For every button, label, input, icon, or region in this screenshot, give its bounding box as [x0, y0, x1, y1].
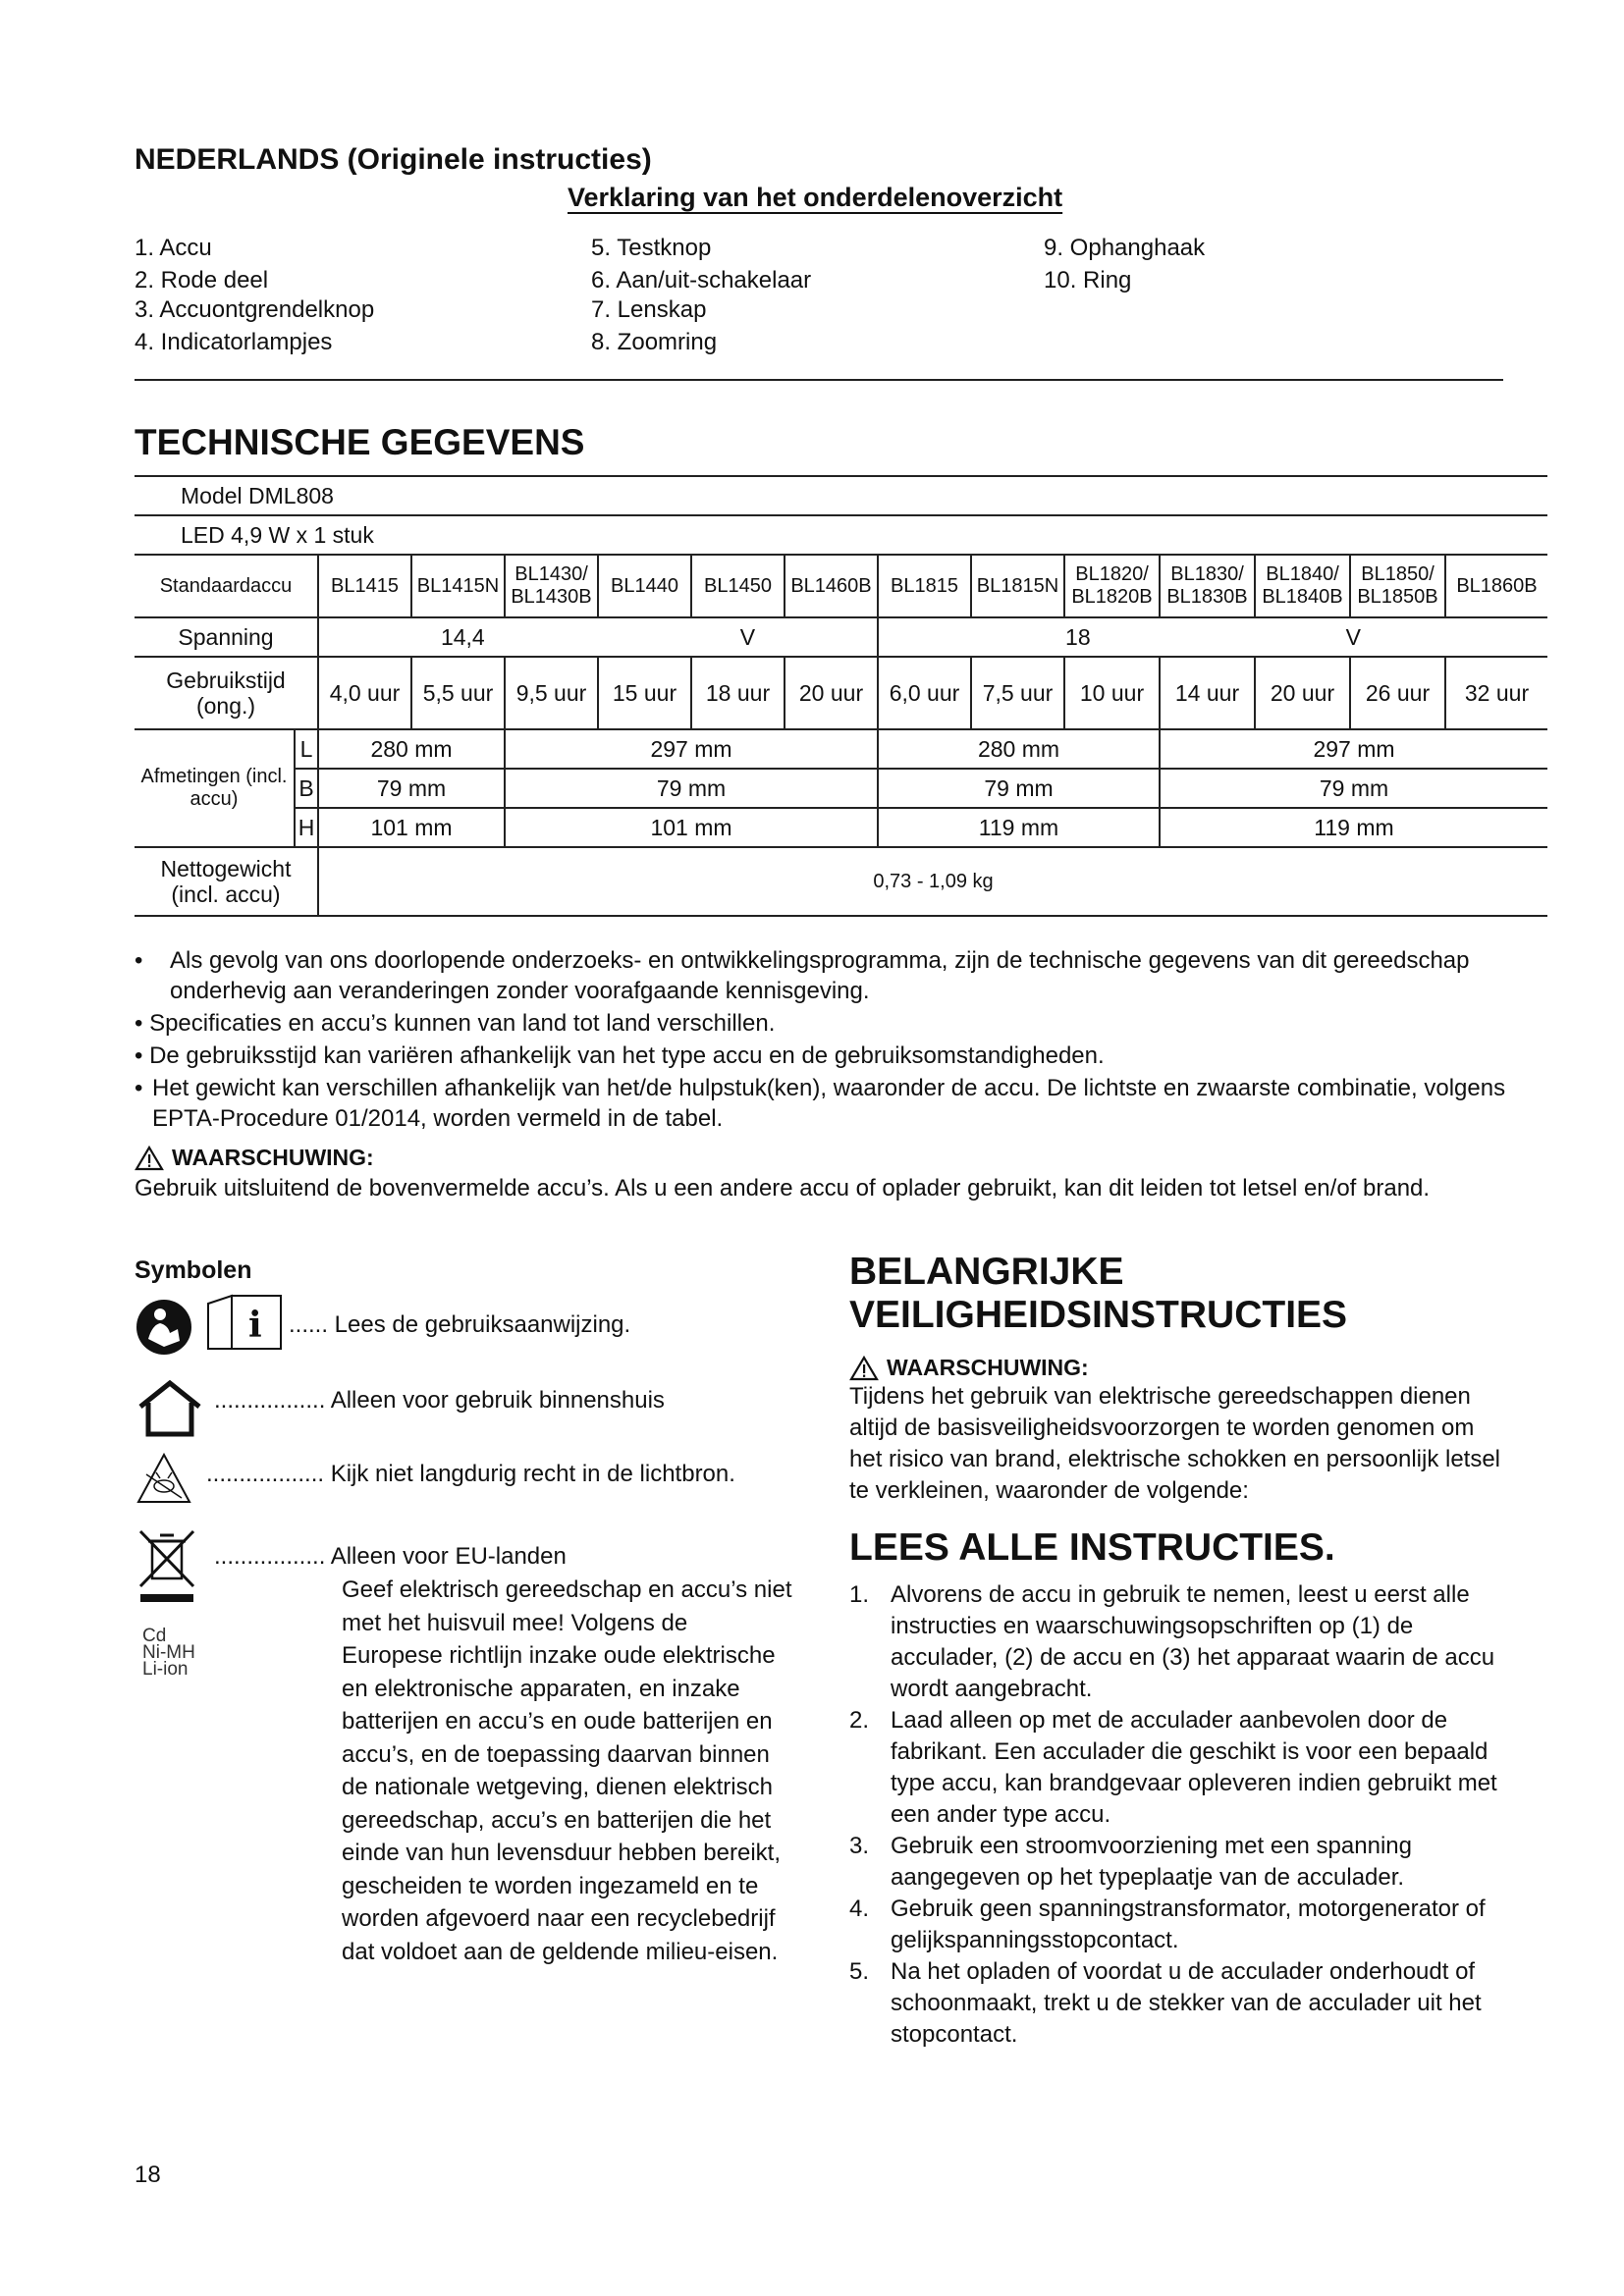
- voltage-label: Spanning: [135, 617, 318, 657]
- battery-model: BL1450: [691, 555, 785, 617]
- dim-value: 119 mm: [878, 808, 1160, 847]
- read-manual-mandatory-icon: [135, 1298, 193, 1357]
- dim-key-L: L: [295, 729, 318, 769]
- note-item: • Het gewicht kan verschillen afhankelijk van het/de hulpstuk(ken), waaronder de accu. De lichtste en zwaarste combinatie, volgens EPTA-Procedure 01/2014, worden vermeld in de tabel.: [135, 1075, 1506, 1132]
- safety-warning-title: WAARSCHUWING:: [849, 1355, 1507, 1381]
- dim-value: 280 mm: [318, 729, 505, 769]
- battery-model: BL1815: [878, 555, 971, 617]
- warning-text: Gebruik uitsluitend de bovenvermelde accu’s. Als u een andere accu of oplader gebruikt, kan dit leiden tot letsel en/of brand.: [135, 1175, 1431, 1201]
- dim-key-B: B: [295, 769, 318, 808]
- battery-model: BL1440: [598, 555, 691, 617]
- voltage-value: 14,4: [440, 623, 485, 650]
- dim-value: 280 mm: [878, 729, 1160, 769]
- voltage-18: [878, 617, 1547, 657]
- runtime-value: 5,5 uur: [411, 657, 505, 729]
- safety-instructions-list: [849, 1579, 1507, 2051]
- part-item: 4. Indicatorlampjes: [135, 329, 333, 355]
- part-item: 10. Ring: [1044, 267, 1132, 294]
- safety-warning-text: Tijdens het gebruik van elektrische gereedschappen dienen altijd de basisveiligheidsvoorzorgen te worden genomen om het risico van brand, elektrische schokken en persoonlijk letsel te verkleinen, waaronder de volgende:: [849, 1383, 1501, 1504]
- runtime-value: 7,5 uur: [971, 657, 1064, 729]
- read-manual-text: ...... Lees de gebruiksaanwijzing.: [289, 1311, 631, 1338]
- dim-value: 79 mm: [1160, 769, 1547, 808]
- runtime-value: 4,0 uur: [318, 657, 411, 729]
- weight-value: 0,73 - 1,09 kg: [318, 847, 1547, 916]
- battery-model: BL1820/ BL1820B: [1064, 555, 1160, 617]
- notes-list: [135, 945, 1509, 1136]
- note-item: • De gebruiksstijd kan variëren afhankelijk van het type accu en de gebruiksomstandigheden.: [135, 1042, 1105, 1069]
- page-number: 18: [135, 2162, 161, 2188]
- indoor-use-text: ................. Alleen voor gebruik binnenshuis: [214, 1387, 665, 1414]
- dim-value: 119 mm: [1160, 808, 1547, 847]
- runtime-value: 20 uur: [785, 657, 878, 729]
- runtime-value: 10 uur: [1064, 657, 1160, 729]
- dim-value: 79 mm: [318, 769, 505, 808]
- dim-value: 101 mm: [318, 808, 505, 847]
- parts-list-col-1: [135, 232, 374, 358]
- safety-heading: BELANGRIJKE VEILIGHEIDSINSTRUCTIES: [849, 1251, 1348, 1336]
- runtime-value: 15 uur: [598, 657, 691, 729]
- chem-cd: Cd: [142, 1626, 167, 1646]
- svg-text:i: i: [248, 1305, 262, 1346]
- battery-model: BL1415N: [411, 555, 505, 617]
- dim-value: 101 mm: [505, 808, 878, 847]
- model-row: Model DML808: [135, 476, 1547, 515]
- note-item: • Specificaties en accu’s kunnen van land tot land verschillen.: [135, 1010, 776, 1037]
- battery-model: BL1830/ BL1830B: [1160, 555, 1255, 617]
- dimensions-label: Afmetingen (incl. accu): [135, 729, 295, 847]
- instruction-item: 4. Gebruik geen spanningstransformator, motorgenerator of gelijkspanningsstopcontact.: [849, 1896, 1486, 1953]
- runtime-value: 20 uur: [1255, 657, 1350, 729]
- read-all-heading: LEES ALLE INSTRUCTIES.: [849, 1526, 1335, 1569]
- chem-nimh: Ni-MH: [142, 1642, 195, 1663]
- part-item: 9. Ophanghaak: [1044, 235, 1206, 261]
- tech-data-heading: TECHNISCHE GEGEVENS: [135, 422, 585, 462]
- voltage-unit: V: [739, 623, 756, 650]
- warning-triangle-icon: [135, 1146, 164, 1171]
- dim-key-H: H: [295, 808, 318, 847]
- spec-table: [135, 475, 1547, 917]
- part-item: 5. Testknop: [591, 235, 712, 261]
- safety-section: [849, 1251, 1507, 2051]
- part-item: 3. Accuontgrendelknop: [135, 296, 375, 323]
- parts-list-col-2: [591, 232, 811, 358]
- runtime-value: 26 uur: [1350, 657, 1445, 729]
- info-book-icon: [204, 1292, 285, 1353]
- symbols-title: Symbolen: [135, 1256, 252, 1284]
- part-item: 7. Lenskap: [591, 296, 707, 323]
- runtime-value: 18 uur: [691, 657, 785, 729]
- battery-model: BL1460B: [785, 555, 878, 617]
- battery-model: BL1430/ BL1430B: [505, 555, 598, 617]
- battery-model: BL1850/ BL1850B: [1350, 555, 1445, 617]
- voltage-unit: V: [1345, 623, 1361, 650]
- battery-model: BL1840/ BL1840B: [1255, 555, 1350, 617]
- part-item: 6. Aan/uit-schakelaar: [591, 267, 812, 294]
- eu-disposal-text: Geef elektrisch gereedschap en accu’s niet met het huisvuil mee! Volgens de Europese richtlijn inzake oude elektrische en elektronische apparaten, en inzake batterijen en accu’s en oude batterijen en accu’s, en de toepassing daarvan binnen de nationale wetgeving, dienen elektrisch gereedschap, accu’s en batterijen die het einde van hun levensduur hebben bereikt, gescheiden te worden ingezameld en te worden afgevoerd naar een recyclebedrijf dat voldoet aan de geldende milieu-eisen.: [342, 1576, 792, 1965]
- dim-value: 297 mm: [1160, 729, 1547, 769]
- voltage-14: [318, 617, 878, 657]
- chem-liion: Li-ion: [142, 1659, 189, 1680]
- weight-label: Nettogewicht (incl. accu): [135, 847, 318, 916]
- eu-only-text: ................. Alleen voor EU-landen: [214, 1543, 567, 1570]
- warning-title: WAARSCHUWING:: [135, 1145, 1509, 1171]
- runtime-value: 6,0 uur: [878, 657, 971, 729]
- part-item: 1. Accu: [135, 235, 212, 261]
- instruction-item: 1. Alvorens de accu in gebruik te nemen, leest u eerst alle instructies en waarschuwingsopschriften op (1) de acculader, (2) de accu en (3) het apparaat waarin de accu wordt aangebracht.: [849, 1581, 1495, 1702]
- warning-block: [135, 1145, 1509, 1204]
- parts-list-col-3: [1044, 232, 1205, 296]
- battery-model: BL1860B: [1445, 555, 1547, 617]
- warning-triangle-icon: [849, 1356, 879, 1381]
- part-item: 8. Zoomring: [591, 329, 718, 355]
- indoor-use-house-icon: [135, 1377, 205, 1438]
- section-divider: [135, 379, 1503, 381]
- runtime-label: Gebruikstijd (ong.): [135, 657, 318, 729]
- no-stare-light-icon: [135, 1451, 193, 1508]
- dim-value: 79 mm: [505, 769, 878, 808]
- language-heading: NEDERLANDS (Originele instructies): [135, 143, 652, 176]
- weee-crossed-bin-icon: [135, 1529, 203, 1606]
- note-item: • Als gevolg van ons doorlopende onderzoeks- en ontwikkelingsprogramma, zijn de technische gegevens van dit gereedschap onderhevig aan veranderingen zonder voorafgaande kennisgeving.: [135, 947, 1470, 1004]
- dim-value: 297 mm: [505, 729, 878, 769]
- runtime-value: 9,5 uur: [505, 657, 598, 729]
- battery-model: BL1815N: [971, 555, 1064, 617]
- battery-chemistry-labels: [142, 1628, 195, 1678]
- voltage-value: 18: [1065, 623, 1091, 650]
- no-stare-text: .................. Kijk niet langdurig recht in de lichtbron.: [206, 1461, 735, 1487]
- runtime-value: 32 uur: [1445, 657, 1547, 729]
- parts-overview-title: Verklaring van het onderdelenoverzicht: [568, 183, 1063, 212]
- part-item: 2. Rode deel: [135, 267, 269, 294]
- runtime-value: 14 uur: [1160, 657, 1255, 729]
- instruction-item: 3. Gebruik een stroomvoorziening met een spanning aangegeven op het typeplaatje van de acculader.: [849, 1833, 1412, 1891]
- dim-value: 79 mm: [878, 769, 1160, 808]
- instruction-item: 2. Laad alleen op met de acculader aanbevolen door de fabrikant. Een acculader die geschikt is voor een bepaald type accu, kan brandgevaar opleveren indien gebruikt met een ander type accu.: [849, 1707, 1497, 1828]
- led-row: LED 4,9 W x 1 stuk: [135, 515, 1547, 555]
- instruction-item: 5. Na het opladen of voordat u de acculader onderhoudt of schoonmaakt, trekt u de stekker van de acculader uit het stopcontact.: [849, 1958, 1482, 2048]
- battery-model: BL1415: [318, 555, 411, 617]
- battery-label: Standaardaccu: [135, 555, 318, 617]
